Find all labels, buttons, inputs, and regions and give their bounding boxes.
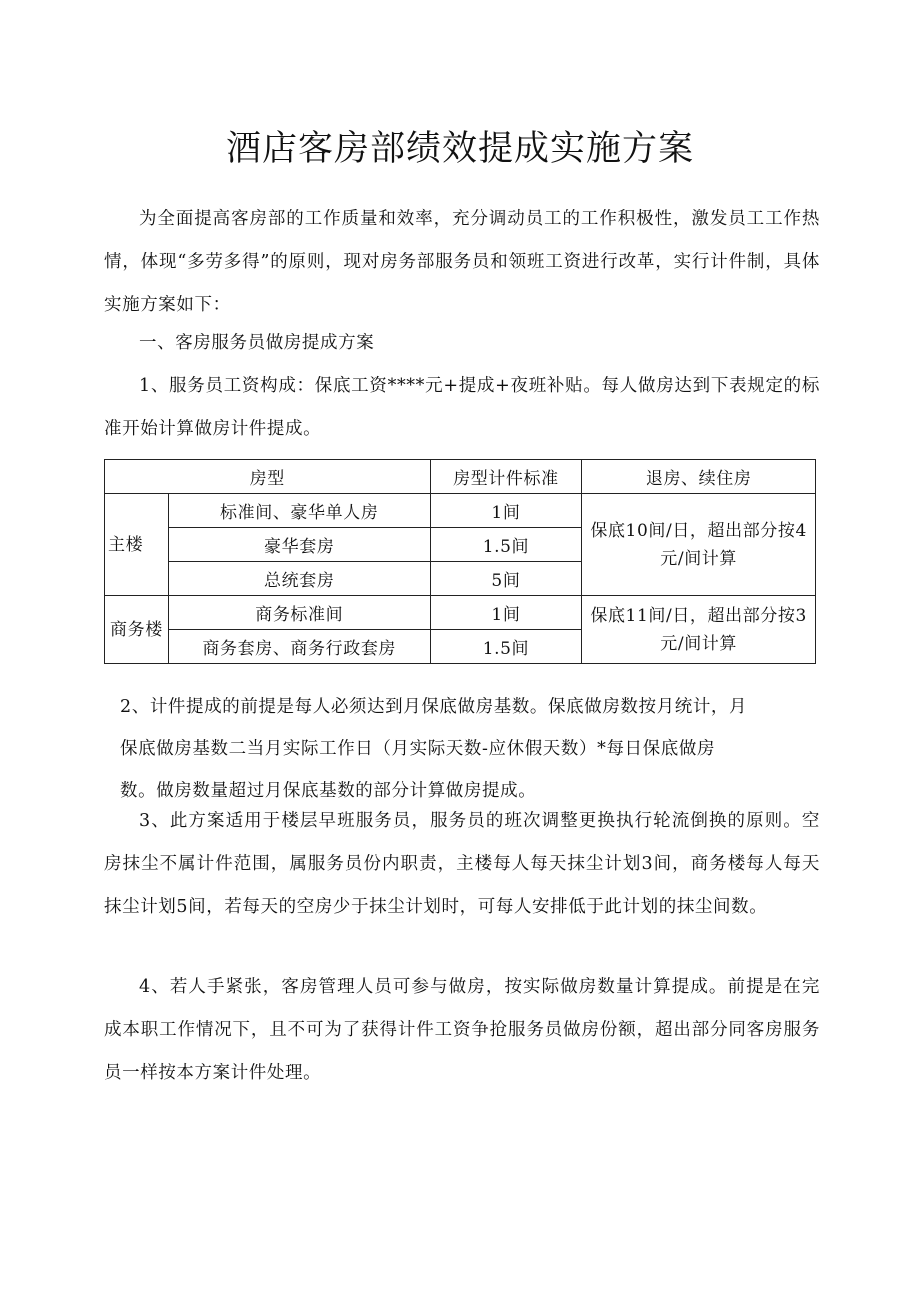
item2-line2: 保底做房基数二当月实际工作日（月实际天数-应休假天数）*每日保底做房 [120,739,716,759]
table-row [105,494,816,528]
item2-line3: 数。做房数量超过月保底基数的部分计算做房提成。 [120,781,537,801]
item1-paragraph: 1、服务员工资构成：保底工资****元+提成+夜班补贴。每人做房达到下表规定的标准开始计算做房计件提成。 [104,376,820,439]
document-title: 酒店客房部绩效提成实施方案 [225,129,694,170]
building-main: 主楼 [105,494,169,596]
header-standard: 房型计件标准 [430,460,582,494]
room-type-cell: 总统套房 [168,562,430,596]
room-type-cell: 商务套房、商务行政套房 [168,630,430,664]
table-row [105,596,816,630]
header-room-type: 房型 [105,460,431,494]
item2-line1: 2、计件提成的前提是每人必须达到月保底做房基数。保底做房数按月统计，月 [120,697,748,717]
standard-cell: 1间 [430,494,582,528]
standard-cell: 5间 [430,562,582,596]
section1-heading: 一、客房服务员做房提成方案 [139,333,375,353]
rule-cell-business: 保底11间/日，超出部分按3元/间计算 [582,596,816,664]
header-checkout: 退房、续住房 [582,460,816,494]
standard-cell: 1.5间 [430,630,582,664]
item4-paragraph: 4、若人手紧张，客房管理人员可参与做房，按实际做房数量计算提成。前提是在完成本职工作情况下，且不可为了获得计件工资争抢服务员做房份额，超出部分同客房服务员一样按本方案计件处理。 [104,977,820,1083]
room-type-cell: 豪华套房 [168,528,430,562]
table-header-row [105,460,816,494]
room-type-cell: 标准间、豪华单人房 [168,494,430,528]
intro-paragraph: 为全面提高客房部的工作质量和效率，充分调动员工的工作积极性，激发员工工作热情，体现“多劳多得”的原则，现对房务部服务员和领班工资进行改革，实行计件制，具体实施方案如下： [104,209,820,315]
building-business: 商务楼 [105,596,169,664]
rule-cell-main: 保底10间/日，超出部分按4元/间计算 [582,494,816,596]
item3-paragraph: 3、此方案适用于楼层早班服务员，服务员的班次调整更换执行轮流倒换的原则。空房抹尘不属计件范围，属服务员份内职责，主楼每人每天抹尘计划3间，商务楼每人每天抹尘计划5间，若每天的空房少于抹尘计划时，可每人安排低于此计划的抹尘间数。 [104,811,820,917]
standard-cell: 1.5间 [430,528,582,562]
room-standard-table [104,459,816,664]
room-type-cell: 商务标准间 [168,596,430,630]
item2-paragraph [120,686,820,812]
standard-cell: 1间 [430,596,582,630]
